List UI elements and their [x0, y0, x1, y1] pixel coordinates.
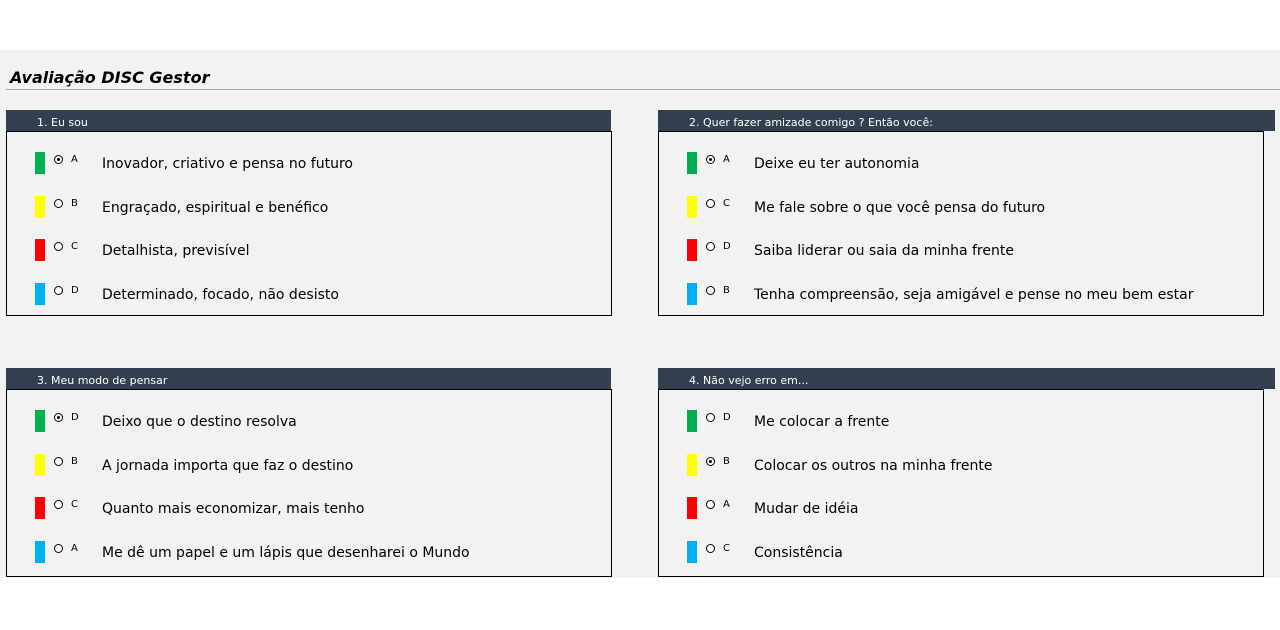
question-4-box	[658, 389, 1264, 577]
yellow-color-marker	[35, 196, 45, 218]
option-label: Deixo que o destino resolva	[102, 414, 297, 430]
option-label: Inovador, criativo e pensa no futuro	[102, 156, 353, 172]
option-letter: A	[723, 499, 730, 510]
red-color-marker	[35, 239, 45, 261]
option-letter: B	[723, 285, 730, 296]
option-letter: A	[71, 154, 78, 165]
option-row[interactable]	[659, 454, 1263, 478]
blue-color-marker	[687, 541, 697, 563]
option-label: Tenha compreensão, seja amigável e pense no meu bem estar	[754, 287, 1194, 303]
green-color-marker	[35, 152, 45, 174]
question-3-box	[6, 389, 612, 577]
option-row[interactable]	[7, 454, 611, 478]
blue-color-marker	[687, 283, 697, 305]
question-2-box	[658, 131, 1264, 316]
option-radio-button[interactable]	[54, 242, 63, 251]
option-radio-button[interactable]	[706, 457, 715, 466]
option-letter: D	[71, 412, 79, 423]
option-row[interactable]	[659, 410, 1263, 434]
option-row[interactable]	[7, 497, 611, 521]
option-letter: A	[723, 154, 730, 165]
option-radio-button[interactable]	[706, 155, 715, 164]
option-row[interactable]	[7, 283, 611, 307]
option-radio-button[interactable]	[54, 457, 63, 466]
option-letter: C	[71, 241, 78, 252]
worksheet	[0, 50, 1280, 578]
question-1-box	[6, 131, 612, 316]
option-row[interactable]	[659, 152, 1263, 176]
green-color-marker	[35, 410, 45, 432]
option-letter: C	[723, 543, 730, 554]
blue-color-marker	[35, 283, 45, 305]
red-color-marker	[687, 239, 697, 261]
red-color-marker	[35, 497, 45, 519]
option-label: Determinado, focado, não desisto	[102, 287, 339, 303]
option-label: Engraçado, espiritual e benéfico	[102, 200, 329, 216]
blue-color-marker	[35, 541, 45, 563]
option-label: Quanto mais economizar, mais tenho	[102, 501, 365, 517]
option-row[interactable]	[7, 239, 611, 263]
option-label: A jornada importa que faz o destino	[102, 458, 354, 474]
option-row[interactable]	[659, 239, 1263, 263]
option-radio-button[interactable]	[706, 413, 715, 422]
option-row[interactable]	[659, 283, 1263, 307]
page-title: Avaliação DISC Gestor	[10, 68, 210, 87]
option-row[interactable]	[659, 541, 1263, 565]
option-radio-button[interactable]	[706, 544, 715, 553]
yellow-color-marker	[687, 196, 697, 218]
option-row[interactable]	[659, 196, 1263, 220]
option-radio-button[interactable]	[54, 155, 63, 164]
option-letter: C	[723, 198, 730, 209]
option-radio-button[interactable]	[706, 199, 715, 208]
yellow-color-marker	[687, 454, 697, 476]
green-color-marker	[687, 152, 697, 174]
question-1-header: 1. Eu sou	[6, 110, 611, 131]
option-radio-button[interactable]	[54, 500, 63, 509]
option-radio-button[interactable]	[706, 242, 715, 251]
option-letter: A	[71, 543, 78, 554]
option-letter: C	[71, 499, 78, 510]
option-row[interactable]	[7, 410, 611, 434]
option-letter: B	[71, 198, 78, 209]
option-letter: D	[71, 285, 79, 296]
option-row[interactable]	[7, 196, 611, 220]
option-radio-button[interactable]	[54, 286, 63, 295]
option-label: Saiba liderar ou saia da minha frente	[754, 243, 1014, 259]
option-label: Mudar de idéia	[754, 501, 859, 517]
option-label: Detalhista, previsível	[102, 243, 250, 259]
option-radio-button[interactable]	[54, 413, 63, 422]
option-letter: D	[723, 241, 731, 252]
option-radio-button[interactable]	[706, 286, 715, 295]
question-3-header: 3. Meu modo de pensar	[6, 368, 611, 389]
green-color-marker	[687, 410, 697, 432]
option-letter: D	[723, 412, 731, 423]
question-2-header: 2. Quer fazer amizade comigo ? Então você:	[658, 110, 1275, 131]
option-radio-button[interactable]	[706, 500, 715, 509]
option-label: Consistência	[754, 545, 843, 561]
title-divider	[6, 89, 1280, 90]
option-radio-button[interactable]	[54, 199, 63, 208]
option-label: Me dê um papel e um lápis que desenharei o Mundo	[102, 545, 470, 561]
option-row[interactable]	[659, 497, 1263, 521]
option-label: Me colocar a frente	[754, 414, 890, 430]
red-color-marker	[687, 497, 697, 519]
option-label: Deixe eu ter autonomia	[754, 156, 920, 172]
option-radio-button[interactable]	[54, 544, 63, 553]
question-4-header: 4. Não vejo erro em...	[658, 368, 1275, 389]
option-letter: B	[723, 456, 730, 467]
option-row[interactable]	[7, 152, 611, 176]
option-label: Colocar os outros na minha frente	[754, 458, 993, 474]
option-label: Me fale sobre o que você pensa do futuro	[754, 200, 1046, 216]
option-letter: B	[71, 456, 78, 467]
option-row[interactable]	[7, 541, 611, 565]
yellow-color-marker	[35, 454, 45, 476]
